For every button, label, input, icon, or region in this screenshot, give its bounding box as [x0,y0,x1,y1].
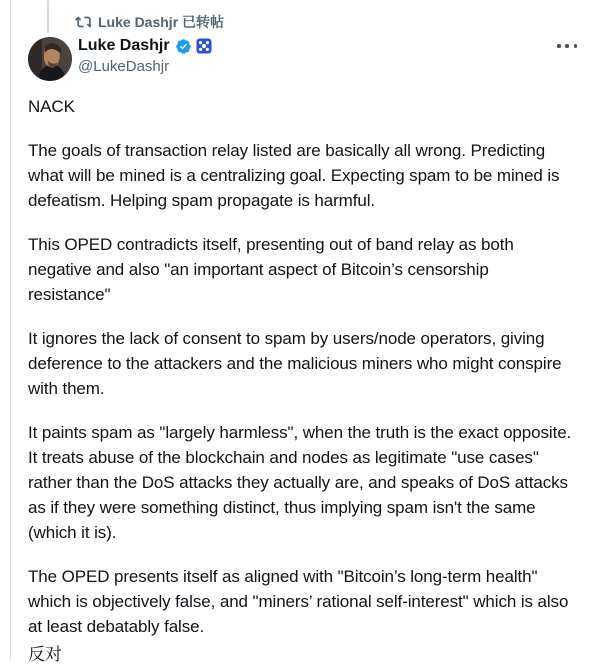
tweet-paragraph: This OPED contradicts itself, presenting out of band relay as both negative and also "an important aspect of Bitcoin’s censorship resistance" [28,235,514,304]
repost-banner-label: Luke Dashjr 已转帖 [98,14,225,30]
blue-square-emoji [196,38,212,54]
ellipsis-dot [565,44,569,48]
tweet-text [28,94,574,667]
tweet-paragraph: The goals of transaction relay listed are basically all wrong. Predicting what will be mined is a centralizing goal. Expecting spam to be mined is defeatism. Helping spam propagate is harmful. [28,141,560,210]
retweet-icon [75,14,91,30]
translation-text: 反对 [28,645,62,664]
user-info [78,36,212,77]
user-handle[interactable]: @LukeDashjr [78,58,170,75]
more-options-button[interactable] [555,40,579,52]
display-name[interactable]: Luke Dashjr [78,37,170,54]
avatar[interactable] [28,37,72,81]
card-left-border [10,0,11,660]
tweet-paragraph: It paints spam as "largely harmless", when the truth is the exact opposite. It treats abuse of the blockchain and nodes as legitimate "use cases" rather than the DoS attacks they actually are, and speaks of DoS attacks as if they were something distinct, thus implying spam isn't the same (which it is). [28,423,572,542]
thread-connector-line [47,0,49,33]
tweet-paragraph: The OPED presents itself as aligned with "Bitcoin’s long-term health" which is objectively false, and "miners’ rational self-interest" which is also at least debatably false. [28,567,569,636]
repost-banner[interactable] [75,13,224,31]
tweet-paragraph: It ignores the lack of consent to spam by users/node operators, giving deference to the attackers and the malicious miners who might conspire with them. [28,329,562,398]
tweet-paragraph-nack: NACK [28,97,75,116]
ellipsis-dot [574,44,578,48]
verified-badge-icon[interactable] [175,38,192,55]
ellipsis-dot [557,44,561,48]
display-name-row [78,36,212,56]
